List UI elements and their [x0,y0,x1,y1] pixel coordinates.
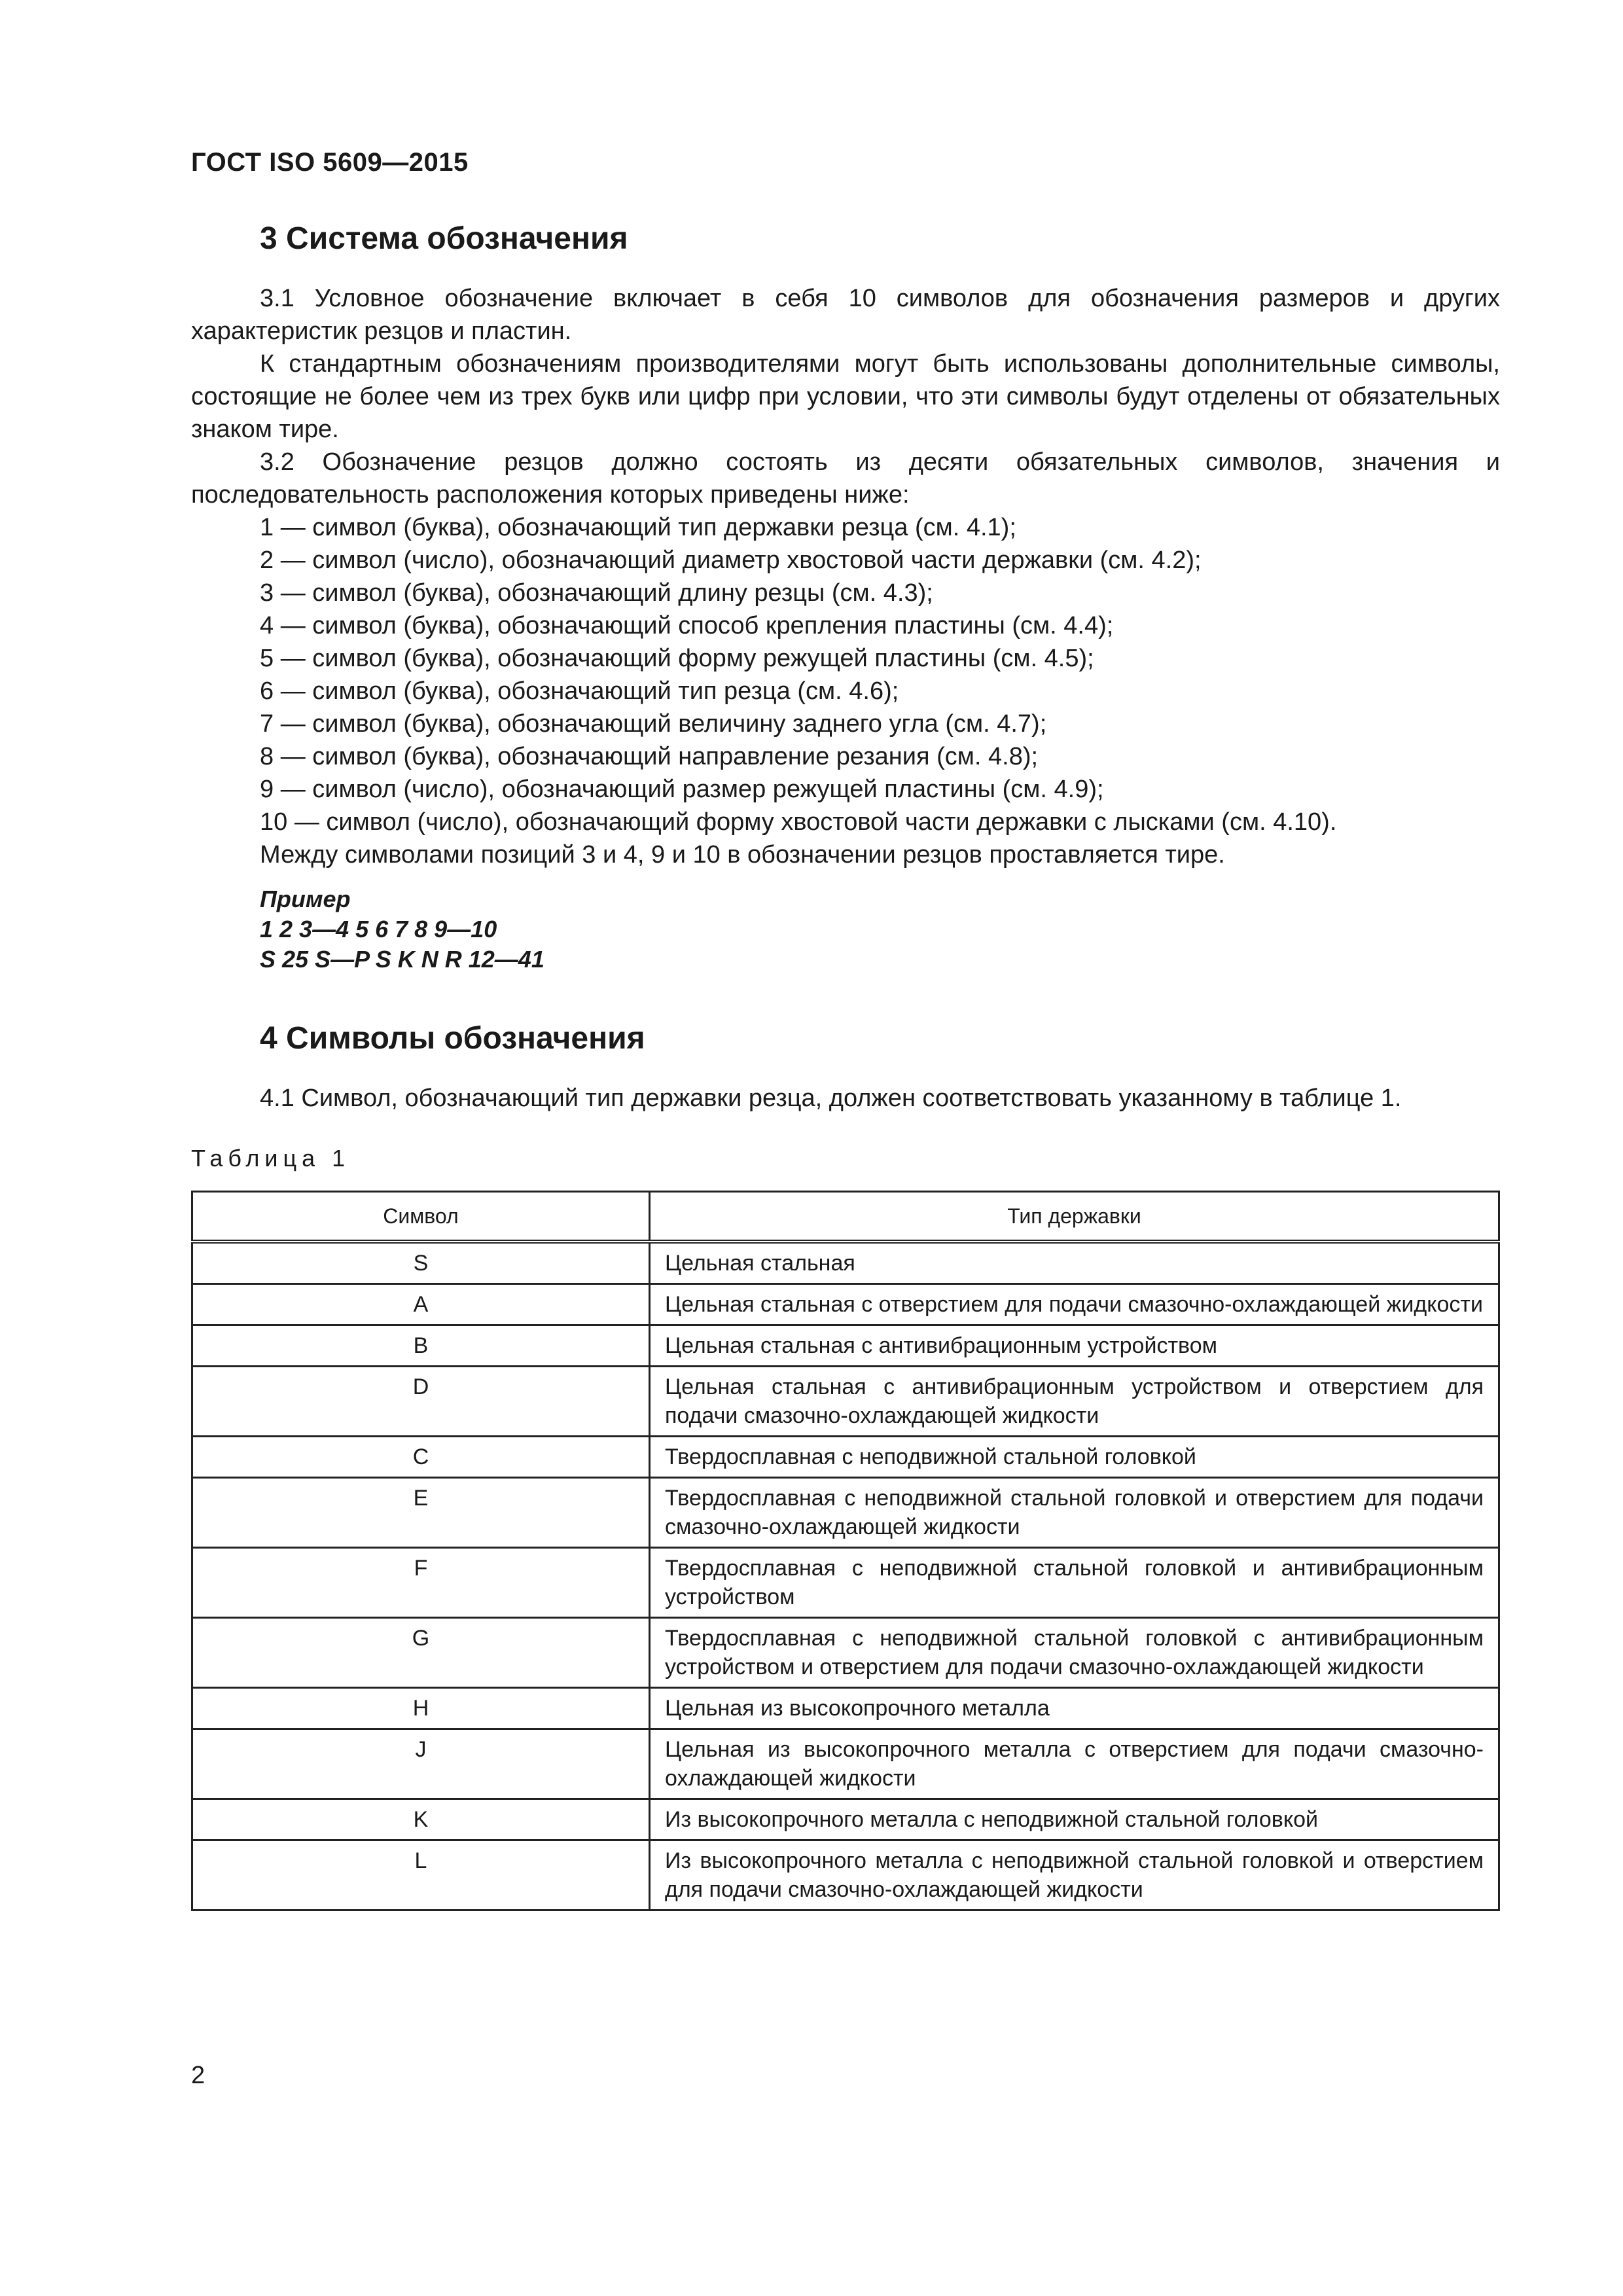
symbol-cell: E [192,1478,650,1548]
table-row [192,1729,1499,1799]
table-row [192,1367,1499,1437]
list-item: 8 — символ (буква), обозначающий направление резания (см. 4.8); [260,743,1039,770]
description-cell: Цельная из высокопрочного металла [650,1688,1499,1729]
table-caption: Таблица 1 [191,1145,351,1172]
list-item: Между символами позиций 3 и 4, 9 и 10 в обозначении резцов проставляется тире. [260,841,1225,869]
description-cell: Твердосплавная с неподвижной стальной головкой [650,1437,1499,1478]
table-row [192,1840,1499,1910]
description-cell: Твердосплавная с неподвижной стальной головкой и отверстием для подачи смазочно-охлаждающей жидкости [650,1478,1499,1548]
symbol-cell: J [192,1729,650,1799]
table-row [192,1478,1499,1548]
paragraph-3-1-b: К стандартным обозначениям производителями могут быть использованы дополнительные символы, состоящие не более чем из трех букв или цифр при условии, что эти символы будут отделены от обязательных знаком тире. [191,350,1500,443]
table-row [192,1548,1499,1618]
description-cell: Цельная из высокопрочного металла с отверстием для подачи смазочно-охлаждающей жидкости [650,1729,1499,1799]
table-row [192,1284,1499,1325]
description-cell: Цельная стальная с антивибрационным устройством и отверстием для подачи смазочно-охлаждающей жидкости [650,1367,1499,1437]
column-header-symbol: Символ [192,1192,650,1242]
table-row [192,1688,1499,1729]
list-item: 6 — символ (буква), обозначающий тип резца (см. 4.6); [260,677,899,705]
description-cell: Из высокопрочного металла с неподвижной стальной головкой и отверстием для подачи смазочно-охлаждающей жидкости [650,1840,1499,1910]
symbol-cell: D [192,1367,650,1437]
column-header-holder-type: Тип державки [650,1192,1499,1242]
symbol-cell: A [192,1284,650,1325]
symbol-cell: C [192,1437,650,1478]
table-header-row [192,1192,1499,1242]
symbol-list [191,511,1500,871]
table-row [192,1618,1499,1688]
symbol-cell: L [192,1840,650,1910]
paragraph-4-1: 4.1 Символ, обозначающий тип державки резца, должен соответствовать указанному в таблице 1. [260,1085,1402,1112]
section-3-title: 3 Система обозначения [260,221,628,256]
holder-type-table [191,1191,1500,1911]
example-label: Пример [260,886,351,912]
description-cell: Из высокопрочного металла с неподвижной стальной головкой [650,1799,1499,1840]
symbol-cell: B [192,1325,650,1367]
symbol-cell: S [192,1242,650,1284]
description-cell: Цельная стальная с отверстием для подачи смазочно-охлаждающей жидкости [650,1284,1499,1325]
list-item: 9 — символ (число), обозначающий размер режущей пластины (см. 4.9); [260,776,1104,803]
list-item: 5 — символ (буква), обозначающий форму режущей пластины (см. 4.5); [260,645,1094,672]
table-row [192,1242,1499,1284]
symbol-cell: H [192,1688,650,1729]
main-content [191,219,1500,1911]
list-item: 4 — символ (буква), обозначающий способ крепления пластины (см. 4.4); [260,612,1114,639]
page-number: 2 [191,2062,205,2089]
list-item: 10 — символ (число), обозначающий форму хвостовой части державки с лысками (см. 4.10). [260,808,1337,836]
description-cell: Цельная стальная [650,1242,1499,1284]
description-cell: Твердосплавная с неподвижной стальной головкой с антивибрационным устройством и отверстием для подачи смазочно-охлаждающей жидкости [650,1618,1499,1688]
example-line-positions: 1 2 3—4 5 6 7 8 9—10 [260,916,497,942]
symbol-cell: K [192,1799,650,1840]
list-item: 7 — символ (буква), обозначающий величину заднего угла (см. 4.7); [260,710,1047,738]
symbol-cell: G [192,1618,650,1688]
section-4-title: 4 Символы обозначения [260,1021,645,1056]
paragraph-3-2: 3.2 Обозначение резцов должно состоять из десяти обязательных символов, значения и последовательность расположения которых приведены ниже: [191,448,1500,509]
description-cell: Цельная стальная с антивибрационным устройством [650,1325,1499,1367]
table-row [192,1325,1499,1367]
symbol-cell: F [192,1548,650,1618]
example-block [191,884,1500,975]
paragraph-3-1: 3.1 Условное обозначение включает в себя 10 символов для обозначения размеров и других характеристик резцов и пластин. [191,285,1500,345]
list-item: 3 — символ (буква), обозначающий длину резцы (см. 4.3); [260,579,933,607]
table-row [192,1437,1499,1478]
list-item: 2 — символ (число), обозначающий диаметр хвостовой части державки (см. 4.2); [260,547,1202,574]
description-cell: Твердосплавная с неподвижной стальной головкой и антивибрационным устройством [650,1548,1499,1618]
table-row [192,1799,1499,1840]
example-line-symbols: S 25 S—P S K N R 12—41 [260,946,544,973]
list-item: 1 — символ (буква), обозначающий тип державки резца (см. 4.1); [260,514,1016,541]
section-4 [191,1019,1500,1115]
running-header: ГОСТ ISO 5609—2015 [191,148,469,177]
